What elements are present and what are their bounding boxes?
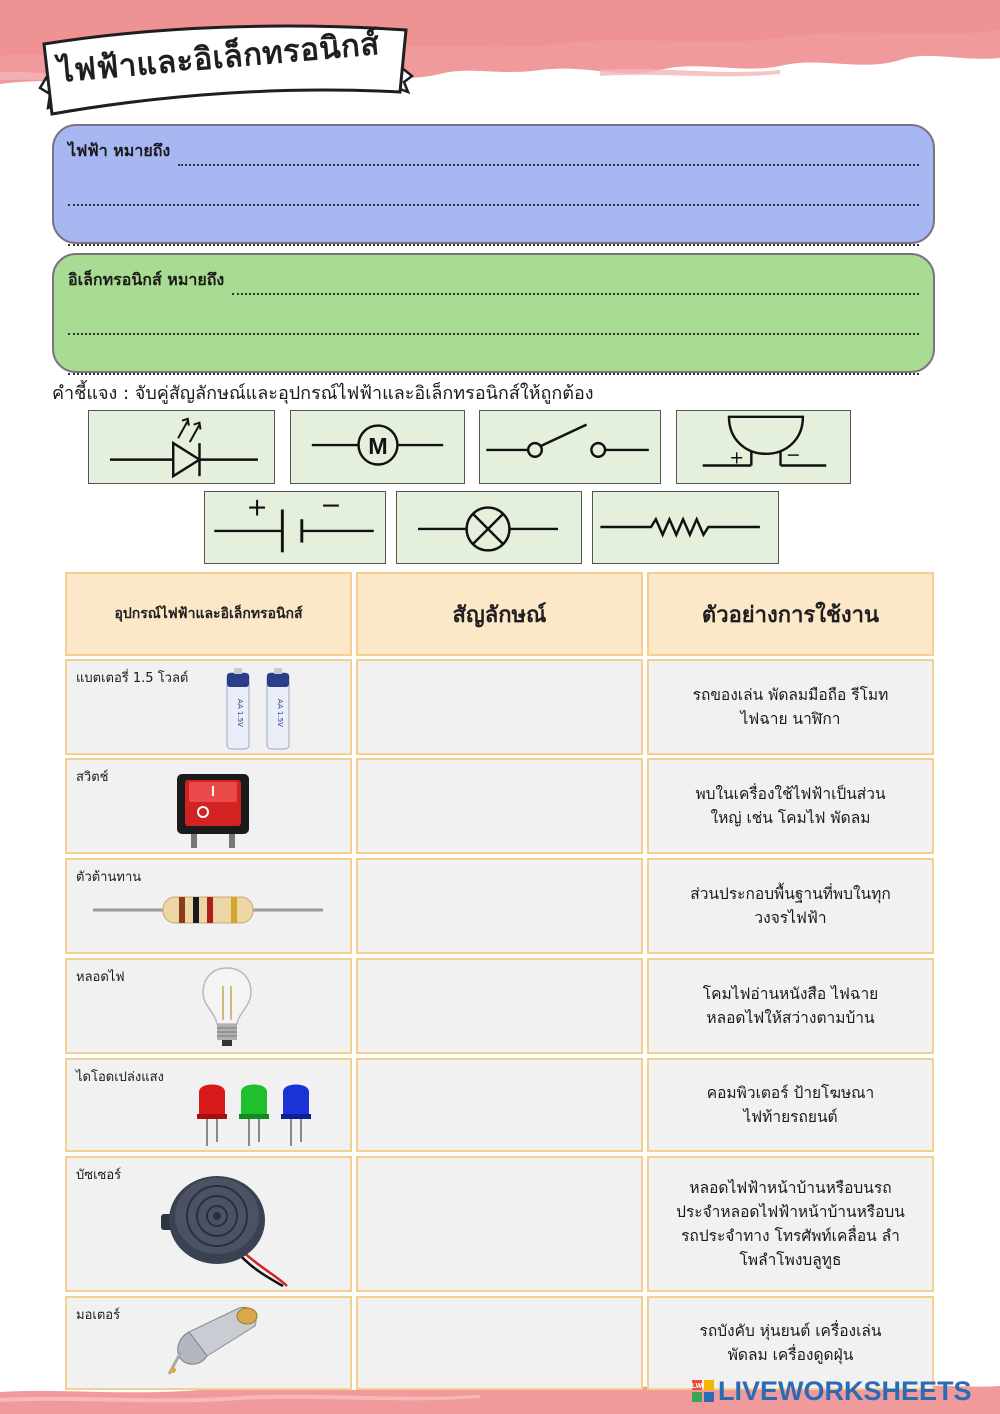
- lamp-symbol-card[interactable]: [396, 491, 582, 564]
- symbol-answer-cell[interactable]: [356, 1156, 643, 1292]
- device-cell-buzzer: [65, 1156, 352, 1292]
- electricity-label: ไฟฟ้า หมายถึง: [68, 141, 171, 160]
- header-device-label: อุปกรณ์ไฟฟ้าและอิเล็กทรอนิกส์: [114, 606, 303, 622]
- battery-minus-sign: −: [320, 492, 342, 520]
- device-cell-switch: [65, 758, 352, 854]
- instruction-text: คำชี้แจง : จับคู่สัญลักษณ์และอุปกรณ์ไฟฟ้าและอิเล็กทรอนิกส์ให้ถูกต้อง: [52, 383, 594, 404]
- answer-line[interactable]: [68, 188, 919, 206]
- device-label: ตัวต้านทาน: [76, 870, 142, 885]
- example-cell: [647, 659, 934, 755]
- led-photo-icon: [195, 1074, 315, 1150]
- switch-symbol-icon: [480, 411, 660, 483]
- buzzer-photo-icon: [157, 1166, 297, 1288]
- device-cell-battery: [65, 659, 352, 755]
- example-text: รถบังคับ หุ่นยนต์ เครื่องเล่น พัดลม เครื่องดูดฝุ่น: [699, 1322, 882, 1364]
- example-text: รถของเล่น พัดลมมือถือ รีโมท ไฟฉาย นาฬิกา: [692, 686, 889, 728]
- motor-symbol-letter: M: [368, 432, 388, 459]
- device-cell-led: [65, 1058, 352, 1152]
- electricity-definition-line-1: [68, 140, 919, 166]
- example-text: พบในเครื่องใช้ไฟฟ้าเป็นส่วน ใหญ่ เช่น โคมไฟ พัดลม: [695, 785, 886, 827]
- battery-plus-sign: +: [246, 492, 268, 522]
- example-text: หลอดไฟฟ้าหน้าบ้านหรือบนรถ ประจำหลอดไฟฟ้าหน้าบ้านหรือบน รถประจำทาง โทรศัพท์เคลื่อน ลำ โพลำโพงบลูทูธ: [676, 1179, 905, 1269]
- electronics-definition-box: [52, 253, 935, 373]
- electronics-definition-line-3: [68, 349, 919, 375]
- battery-photo-icon: [217, 665, 317, 753]
- header-device: [65, 572, 352, 656]
- device-label: หลอดไฟ: [76, 970, 125, 985]
- symbol-answer-cell[interactable]: [356, 758, 643, 854]
- example-cell: [647, 858, 934, 954]
- motor-photo-icon: [163, 1302, 273, 1388]
- example-cell: [647, 958, 934, 1054]
- header-symbol-label: สัญลักษณ์: [452, 602, 547, 628]
- motor-symbol-card[interactable]: [290, 410, 465, 484]
- device-label: มอเตอร์: [76, 1308, 121, 1323]
- resistor-photo-icon: [91, 890, 327, 930]
- answer-line[interactable]: [68, 317, 919, 335]
- lamp-symbol-icon: [397, 492, 581, 563]
- page-title: ไฟฟ้าและอิเล็กทรอนิกส์: [56, 25, 382, 90]
- switch-photo-icon: [167, 766, 257, 852]
- liveworksheets-logo-text: LW: [692, 1383, 703, 1390]
- symbol-answer-cell[interactable]: [356, 1296, 643, 1390]
- electricity-definition-line-2: [68, 180, 919, 206]
- symbol-answer-cell[interactable]: [356, 958, 643, 1054]
- device-cell-resistor: [65, 858, 352, 954]
- device-cell-motor: [65, 1296, 352, 1390]
- answer-line[interactable]: [232, 277, 919, 295]
- liveworksheets-watermark: [692, 1376, 972, 1406]
- example-text: คอมพิวเตอร์ ป้ายโฆษณา ไฟท้ายรถยนต์: [706, 1084, 875, 1126]
- symbol-answer-cell[interactable]: [356, 1058, 643, 1152]
- answer-line[interactable]: [178, 148, 919, 166]
- device-label: บัซเซอร์: [76, 1168, 122, 1183]
- motor-symbol-icon: [291, 411, 464, 483]
- resistor-symbol-icon: [593, 492, 778, 563]
- device-cell-bulb: [65, 958, 352, 1054]
- led-symbol-icon: [89, 411, 274, 483]
- resistor-symbol-card[interactable]: [592, 491, 779, 564]
- device-label: แบตเตอรี่ 1.5 โวลต์: [76, 671, 189, 686]
- electronics-definition-line-2: [68, 309, 919, 335]
- buzzer-plus-sign: +: [729, 448, 745, 469]
- example-cell: [647, 1058, 934, 1152]
- electricity-definition-line-3: [68, 220, 919, 246]
- header-example-label: ตัวอย่างการใช้งาน: [701, 602, 880, 628]
- buzzer-symbol-icon: [677, 411, 850, 483]
- answer-line[interactable]: [68, 357, 919, 375]
- answer-line[interactable]: [68, 228, 919, 246]
- battery-symbol-card[interactable]: [204, 491, 386, 564]
- watermark-text: LIVEWORKSHEETS: [718, 1375, 972, 1406]
- symbol-answer-cell[interactable]: [356, 858, 643, 954]
- buzzer-symbol-card[interactable]: [676, 410, 851, 484]
- example-text: โคมไฟอ่านหนังสือ ไฟฉาย หลอดไฟให้สว่างตามบ้าน: [702, 985, 879, 1027]
- example-cell: [647, 758, 934, 854]
- switch-symbol-card[interactable]: [479, 410, 661, 484]
- led-symbol-card[interactable]: [88, 410, 275, 484]
- battery-label-2: AA 1.5V: [276, 699, 284, 727]
- electronics-label: อิเล็กทรอนิกส์ หมายถึง: [68, 270, 225, 289]
- symbol-answer-cell[interactable]: [356, 659, 643, 755]
- device-label: สวิตช์: [76, 770, 109, 785]
- buzzer-minus-sign: −: [785, 445, 801, 466]
- battery-symbol-icon: [205, 492, 385, 563]
- electricity-definition-box: [52, 124, 935, 244]
- header-symbol: [356, 572, 643, 656]
- battery-label-1: AA 1.5V: [236, 699, 244, 727]
- example-text: ส่วนประกอบพื้นฐานที่พบในทุก วงจรไฟฟ้า: [690, 885, 891, 927]
- electronics-definition-line-1: [68, 269, 919, 295]
- liveworksheets-logo-icon: [692, 1380, 714, 1402]
- example-cell: [647, 1156, 934, 1292]
- header-example: [647, 572, 934, 656]
- bulb-photo-icon: [197, 964, 257, 1052]
- device-label: ไดโอดเปล่งแสง: [76, 1070, 164, 1085]
